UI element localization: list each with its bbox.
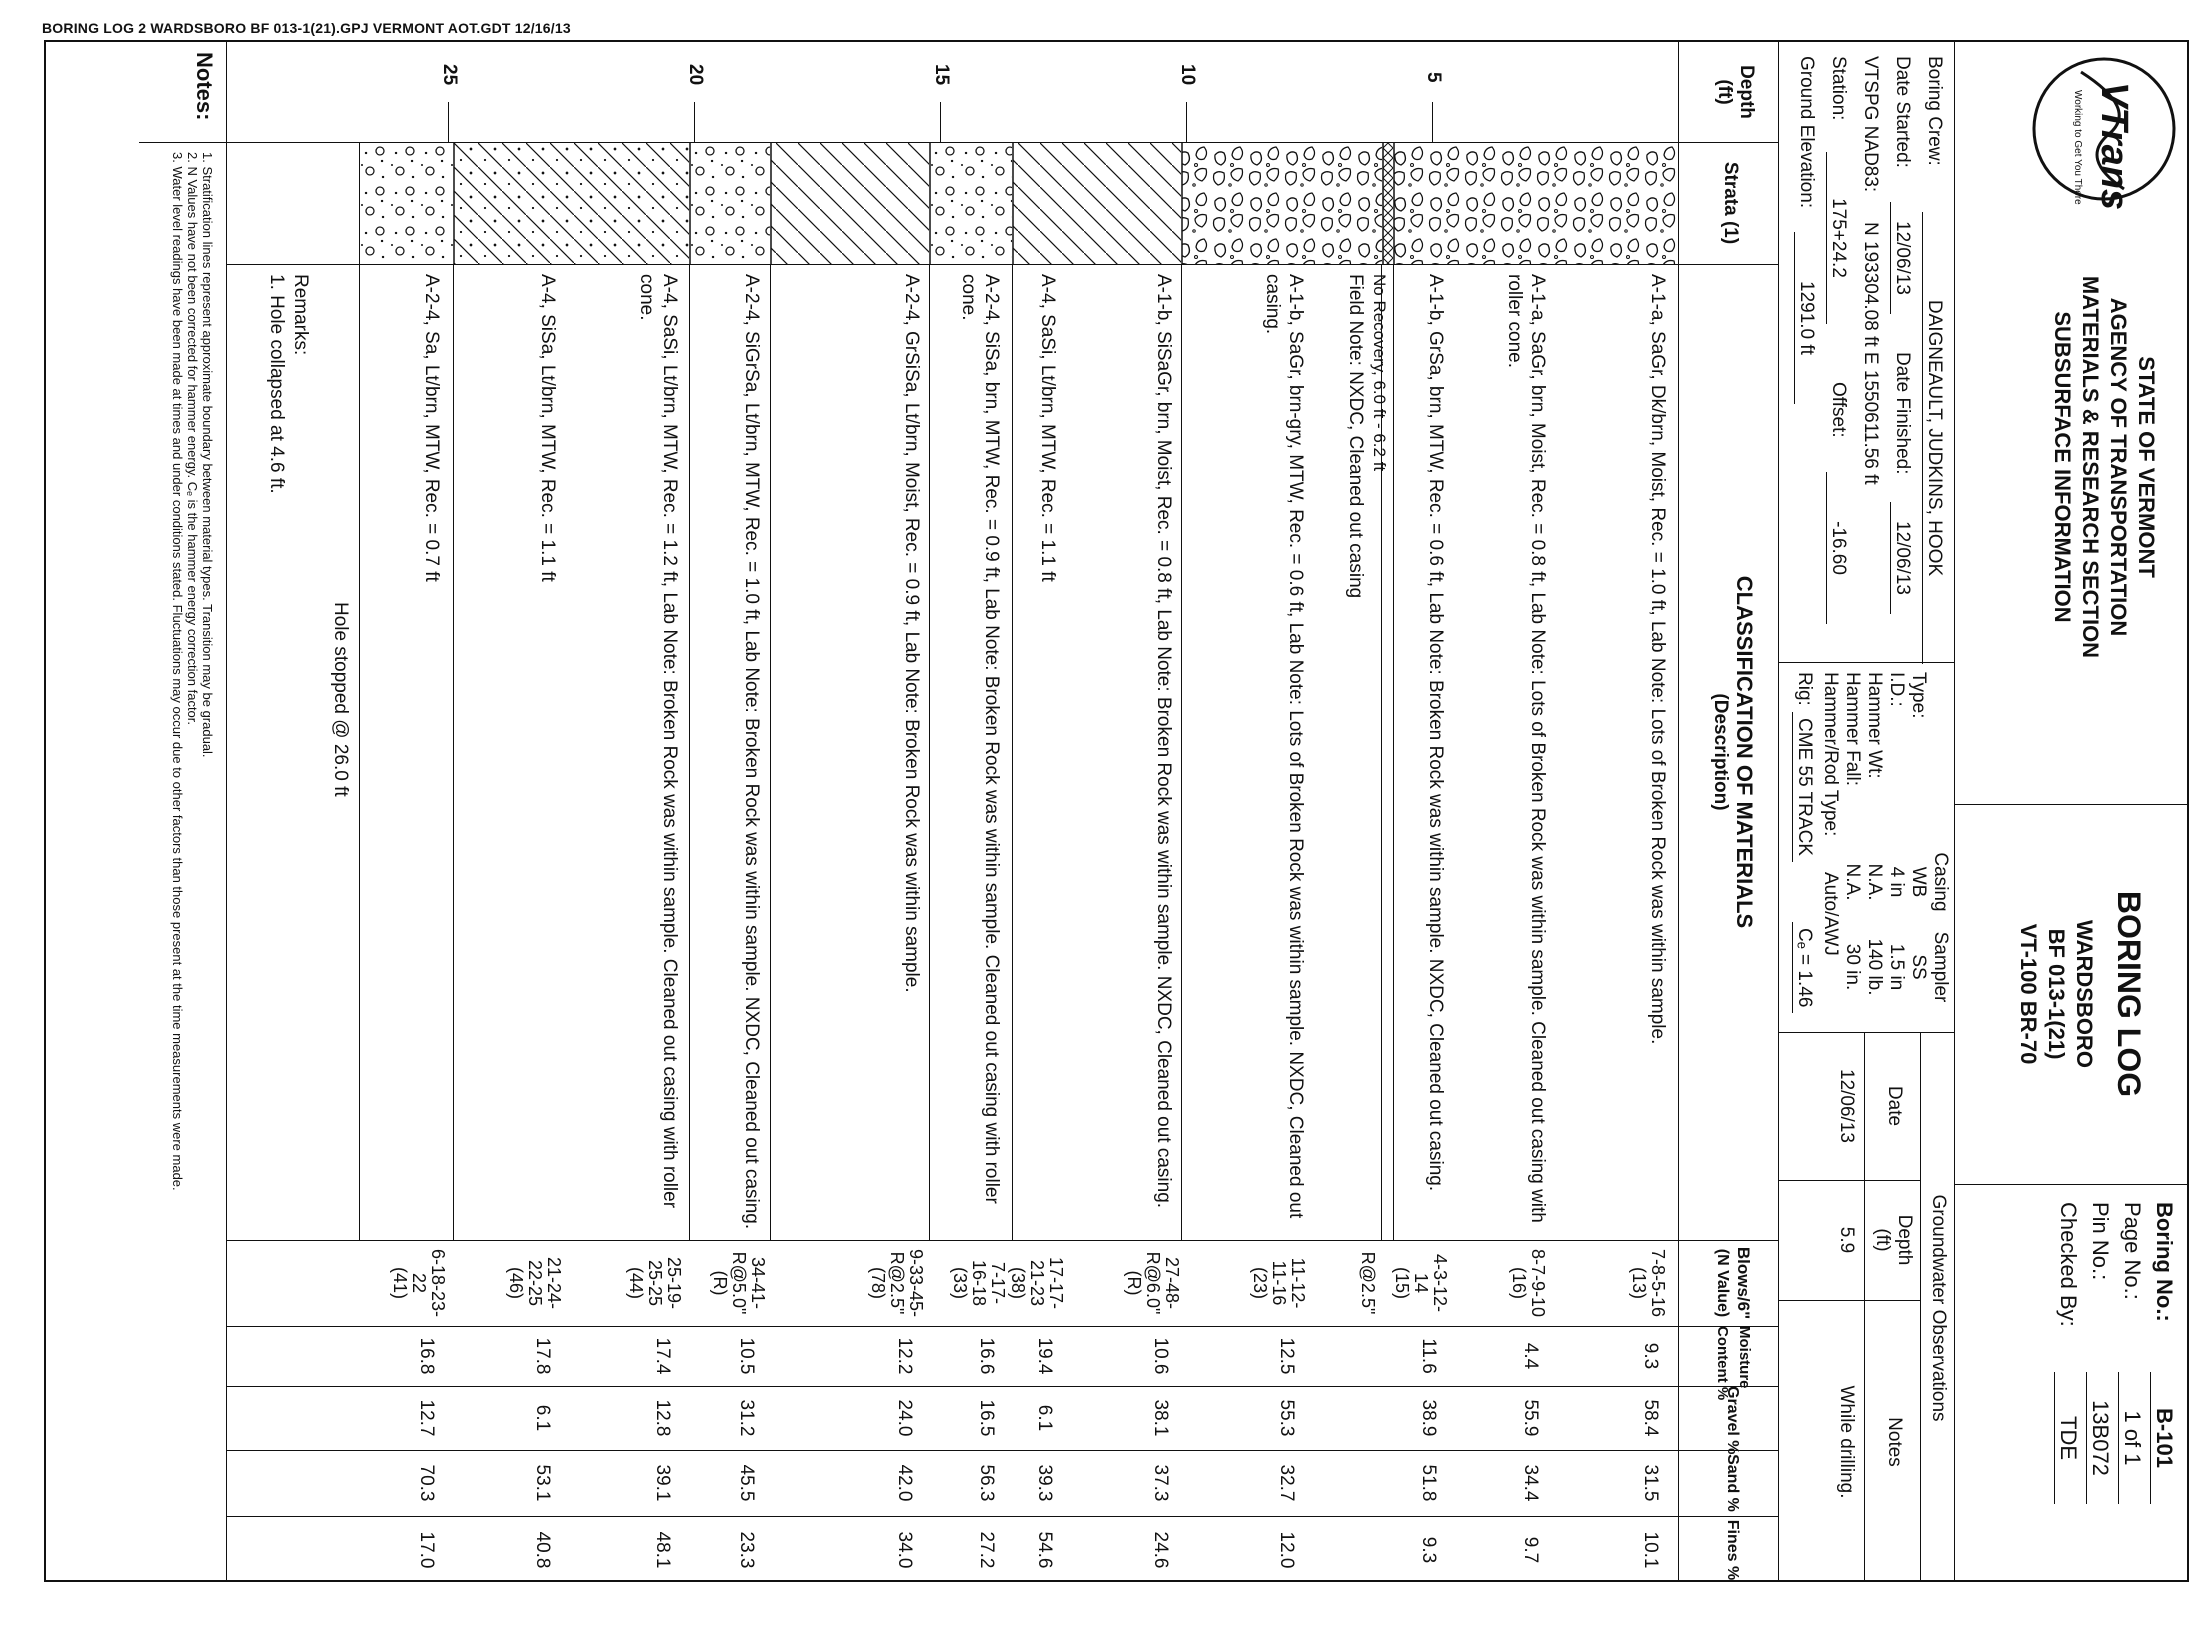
sample-moisture: 17.4 xyxy=(652,1337,673,1375)
sample-gravel: 16.5 xyxy=(976,1399,997,1437)
sample-fines: 17.0 xyxy=(416,1531,437,1569)
hole-stopped: Hole stopped @ 26.0 ft xyxy=(330,602,351,797)
gw-date-label: Date xyxy=(1884,1085,1905,1127)
col-gravel: Gravel % xyxy=(1724,1386,1741,1455)
casing-label: Casing xyxy=(1930,852,1951,912)
sample-fines: 12.0 xyxy=(1276,1531,1297,1569)
sample-blows: 9-33-45- R@2.5" (78) xyxy=(868,1248,926,1318)
sample-blows: 11-12- 11-16 (23) xyxy=(1250,1257,1308,1309)
sample-description: A-1-a, SaGr, Dk/brn, Moist, Rec. = 1.0 ft, Lab Note: Lots of Broken Rock was within sample. xyxy=(1647,274,1668,1045)
crew: DAIGNEAULT, JUDKINS, HOOK xyxy=(1922,212,1945,664)
station: 175+24.2 xyxy=(1826,152,1849,324)
hammer-fall-sampler: 30 in. xyxy=(1842,943,1863,991)
sample-blows: 8-7-9-10 (16) xyxy=(1509,1248,1548,1318)
sample-fines: 23.3 xyxy=(736,1531,757,1569)
groundwater-title: Groundwater Observations xyxy=(1928,1194,1949,1422)
vtrans-logo xyxy=(2029,54,2179,211)
hammer-wt-casing: N.A. xyxy=(1864,863,1885,901)
hammer-fall-label: Hammer Fall: xyxy=(1842,672,1863,787)
sample-sand: 32.7 xyxy=(1276,1464,1297,1502)
col-depth: Depth xyxy=(1736,65,1757,119)
col-moisture-sub: Content % xyxy=(1714,1326,1731,1401)
sample-sand: 45.5 xyxy=(736,1464,757,1502)
gw-depth-unit: (ft) xyxy=(1872,1228,1893,1252)
agency-line-3: MATERIALS & RESEARCH SECTION xyxy=(2078,275,2103,659)
route: VT-100 BR-70 xyxy=(2016,923,2041,1065)
sample-sand: 53.1 xyxy=(532,1464,553,1502)
sample-moisture: 11.6 xyxy=(1418,1338,1439,1374)
page-label: Page No.: xyxy=(2120,1202,2145,1300)
boring-log-form xyxy=(44,40,2189,1582)
crew-label: Boring Crew: xyxy=(1924,56,1945,166)
elevation-label: Ground Elevation: xyxy=(1796,56,1817,209)
sample-sand: 39.1 xyxy=(652,1464,673,1502)
sample-description: A-4, SiSa, Lt/brn, MTW, Rec. = 1.1 ft xyxy=(537,274,558,582)
sample-gravel: 55.3 xyxy=(1276,1399,1297,1437)
col-sand: Sand % xyxy=(1724,1454,1741,1512)
rig: CME 55 TRACK xyxy=(1792,712,1815,862)
sample-gravel: 38.9 xyxy=(1418,1399,1439,1437)
type-casing: WB xyxy=(1908,866,1929,898)
hammer-wt-label: Hammer Wt: xyxy=(1864,672,1885,779)
hammer-wt-sampler: 140 lb. xyxy=(1864,938,1885,996)
sample-fines: 54.6 xyxy=(1034,1531,1055,1569)
project-name: WARDSBORO xyxy=(2072,920,2097,1068)
sample-gravel: 38.1 xyxy=(1150,1399,1171,1437)
started-label: Date Started: xyxy=(1892,56,1913,168)
id-label: I.D.: xyxy=(1886,672,1907,707)
nad-coordinates: N 193304.08 ft E 1550611.56 ft xyxy=(1860,222,1881,485)
pin-label: Pin No.: xyxy=(2088,1202,2113,1281)
offset: -16.60 xyxy=(1826,472,1849,624)
type-label: Type: xyxy=(1908,672,1929,719)
page-no: 1 of 1 xyxy=(2118,1372,2145,1504)
sample-description: A-1-b, SaGr, brn-gry, MTW, Rec. = 0.6 ft, Lab Note: Lots of Broken Rock was within sample. NXDC, Cleaned out casing. xyxy=(1262,274,1306,1219)
date-started: 12/06/13 xyxy=(1890,202,1913,314)
sample-gravel: 55.9 xyxy=(1520,1399,1541,1437)
sample-moisture: 16.6 xyxy=(976,1337,997,1375)
gw-depth-label: Depth xyxy=(1894,1214,1915,1266)
remark-1: 1. Hole collapsed at 4.6 ft. xyxy=(266,274,287,494)
sample-sand: 70.3 xyxy=(416,1464,437,1502)
sample-blows: 7-8-5-16 (13) xyxy=(1629,1248,1668,1318)
agency-line-2: AGENCY OF TRANSPORTATION xyxy=(2106,297,2131,637)
sample-fines: 48.1 xyxy=(652,1531,673,1569)
boring-log-sheet xyxy=(44,40,2189,1582)
col-blows: Blows/6" xyxy=(1734,1246,1753,1320)
sample-blows: 27-48- R@6.0" (R) xyxy=(1124,1251,1182,1315)
depth-tick-10: 10 xyxy=(1177,64,1198,86)
sample-moisture: 9.3 xyxy=(1640,1342,1661,1370)
sample-gravel: 12.7 xyxy=(416,1399,437,1437)
gw-notes-label: Notes xyxy=(1884,1417,1905,1467)
sample-description: A-4, SaSi, Lt/brn, MTW, Rec. = 1.1 ft xyxy=(1037,274,1058,582)
sample-description: A-2-4, SiSa, brn, MTW, Rec. = 0.9 ft, Lab Note: Broken Rock was within sample. Cleaned out casing with roller cone. xyxy=(958,274,1002,1204)
agency-line-1: STATE OF VERMONT xyxy=(2134,356,2159,578)
sample-moisture: 16.8 xyxy=(416,1337,437,1375)
depth-tick-25: 25 xyxy=(439,64,460,86)
note-3: 3. Water level readings have been made at times and under conditions stated. Fluctuations may occur due to other factors than those present at the time measurements were made. xyxy=(170,152,185,1191)
sample-blows: 7-17- 16-18 (33) xyxy=(950,1259,1008,1307)
sample-blows: 21-24- 22-25 (46) xyxy=(506,1256,564,1310)
sample-moisture: 4.4 xyxy=(1520,1342,1541,1370)
depth-tick-5: 5 xyxy=(1423,72,1444,83)
hammer-energy-factor: Cₑ = 1.46 xyxy=(1792,922,1815,1013)
project-number: BF 013-1(21) xyxy=(2044,928,2069,1060)
checked-label: Checked By: xyxy=(2056,1202,2081,1327)
boring-no-label: Boring No.: xyxy=(2152,1202,2177,1322)
ground-elevation: 1291.0 ft xyxy=(1794,232,1817,404)
sample-gravel: 6.1 xyxy=(532,1404,553,1432)
col-classification: CLASSIFICATION OF MATERIALS xyxy=(1732,575,1757,929)
sample-blows: 4-3-12- 14 (15) xyxy=(1392,1253,1450,1313)
depth-tick-15: 15 xyxy=(931,64,952,86)
sample-moisture: 17.8 xyxy=(532,1337,553,1375)
sample-description: A-1-b, SiSaGr, brn, Moist, Rec. = 0.8 ft, Lab Note: Broken Rock was within sample. NXDC, Cleaned out casing. xyxy=(1153,274,1174,1209)
sample-description: Field Note: NXDC, Cleaned out casing xyxy=(1345,274,1366,599)
hammer-rod-label: Hammer/Rod Type: xyxy=(1820,672,1841,837)
col-fines: Fines % xyxy=(1724,1519,1741,1581)
sample-description: A-4, SaSi, Lt/brn, MTW, Rec. = 1.2 ft, Lab Note: Broken Rock was within sample. Cleaned out casing with roller cone. xyxy=(636,274,680,1209)
note-1: 1. Stratification lines represent approximate boundary between material types. Transition may be gradual. xyxy=(200,152,215,758)
gw-notes: While drilling. xyxy=(1836,1385,1857,1499)
hammer-fall-casing: N.A. xyxy=(1842,863,1863,901)
sample-blows: R@2.5" xyxy=(1358,1251,1378,1315)
strata-column xyxy=(227,143,1678,264)
sample-description: A-1-b, GrSa, brn, MTW, Rec. = 0.6 ft, Lab Note: Broken Rock was within sample. NXDC, Cleaned out casing. xyxy=(1425,274,1446,1192)
sample-fines: 10.1 xyxy=(1640,1531,1661,1569)
sample-gravel: 6.1 xyxy=(1034,1404,1055,1432)
sample-sand: 51.8 xyxy=(1418,1464,1439,1502)
station-label: Station: xyxy=(1828,56,1849,121)
sample-gravel: 12.8 xyxy=(652,1399,673,1437)
sample-moisture: 10.6 xyxy=(1150,1337,1171,1375)
type-sampler: SS xyxy=(1908,954,1929,980)
sample-description: No Recovery, 6.0 ft - 6.2 ft xyxy=(1370,274,1389,472)
logo-tagline: Working to Get You There xyxy=(2072,90,2083,205)
sample-gravel: 58.4 xyxy=(1640,1399,1661,1437)
date-finished: 12/06/13 xyxy=(1890,502,1913,614)
gw-depth: 5.9 xyxy=(1836,1226,1857,1254)
sample-blows: 34-41- R@5.0" (R) xyxy=(710,1251,768,1315)
rig-label: Rig: xyxy=(1794,672,1815,706)
col-depth-unit: (ft) xyxy=(1714,79,1735,105)
col-blows-sub: (N Value) xyxy=(1714,1248,1731,1318)
sampler-label: Sampler xyxy=(1930,931,1951,1003)
sample-sand: 39.3 xyxy=(1034,1464,1055,1502)
logo-text: VTrans xyxy=(2093,82,2135,211)
sample-sand: 42.0 xyxy=(894,1464,915,1502)
id-sampler: 1.5 in xyxy=(1886,943,1907,991)
col-classification-sub: (Description) xyxy=(1710,693,1731,811)
sample-moisture: 12.2 xyxy=(894,1337,915,1375)
sample-description: A-2-4, Sa, Lt/brn, MTW, Rec. = 0.7 ft xyxy=(421,274,442,582)
sample-sand: 31.5 xyxy=(1640,1464,1661,1502)
sample-gravel: 31.2 xyxy=(736,1399,757,1437)
notes-label: Notes: xyxy=(192,52,217,121)
pin-no: 13B072 xyxy=(2086,1372,2113,1504)
agency-line-4: SUBSURFACE INFORMATION xyxy=(2050,311,2075,623)
sample-blows: 17-17- 21-23 (38) xyxy=(1008,1256,1066,1310)
offset-label: Offset: xyxy=(1828,382,1849,438)
sample-moisture: 19.4 xyxy=(1034,1337,1055,1375)
gw-date: 12/06/13 xyxy=(1836,1069,1857,1143)
sample-fines: 34.0 xyxy=(894,1531,915,1569)
finished-label: Date Finished: xyxy=(1892,352,1913,475)
hammer-rod-type: Auto/AWJ xyxy=(1820,872,1841,956)
sample-description: A-2-4, SiGrSa, Lt/brn, MTW, Rec. = 1.0 ft, Lab Note: Broken Rock was within sample. NXDC, Cleaned out casing. xyxy=(741,274,762,1230)
note-2: 2. N Values have not been corrected for hammer energy. Cₑ is the hammer energy correction factor. xyxy=(185,152,200,726)
sample-fines: 27.2 xyxy=(976,1531,997,1569)
id-casing: 4 in xyxy=(1886,866,1907,898)
sample-sand: 34.4 xyxy=(1520,1464,1541,1502)
file-header: BORING LOG 2 WARDSBORO BF 013-1(21).GPJ VERMONT AOT.GDT 12/16/13 xyxy=(42,20,571,36)
sample-blows: 6-18-23- 22 (41) xyxy=(390,1248,448,1318)
log-title: BORING LOG xyxy=(2111,890,2147,1098)
sample-fines: 40.8 xyxy=(532,1531,553,1569)
sample-description: A-2-4, GrSiSa, Lt/brn, Moist, Rec. = 0.9 ft, Lab Note: Broken Rock was within sample. xyxy=(901,274,922,993)
sample-fines: 9.7 xyxy=(1520,1536,1541,1564)
boring-no: B-101 xyxy=(2150,1372,2177,1504)
sample-moisture: 10.5 xyxy=(736,1337,757,1375)
sample-gravel: 24.0 xyxy=(894,1399,915,1437)
col-strata: Strata (1) xyxy=(1720,161,1741,245)
sample-sand: 56.3 xyxy=(976,1464,997,1502)
checked-by: TDE xyxy=(2054,1372,2081,1504)
remarks-label: Remarks: xyxy=(290,274,311,356)
sample-moisture: 12.5 xyxy=(1276,1337,1297,1375)
sample-sand: 37.3 xyxy=(1150,1464,1171,1502)
sample-fines: 24.6 xyxy=(1150,1531,1171,1569)
col-moisture: Moisture xyxy=(1736,1326,1753,1389)
sample-description: A-1-a, SaGr, brn, Moist, Rec. = 0.8 ft, Lab Note: Lots of Broken Rock was within sample. Cleaned out casing with roller cone. xyxy=(1504,274,1548,1223)
depth-tick-20: 20 xyxy=(685,64,706,86)
nad-label: VTSPG NAD83: xyxy=(1860,56,1881,193)
sample-blows: 25-19- 25-25 (44) xyxy=(626,1256,684,1310)
sample-fines: 9.3 xyxy=(1418,1536,1439,1564)
